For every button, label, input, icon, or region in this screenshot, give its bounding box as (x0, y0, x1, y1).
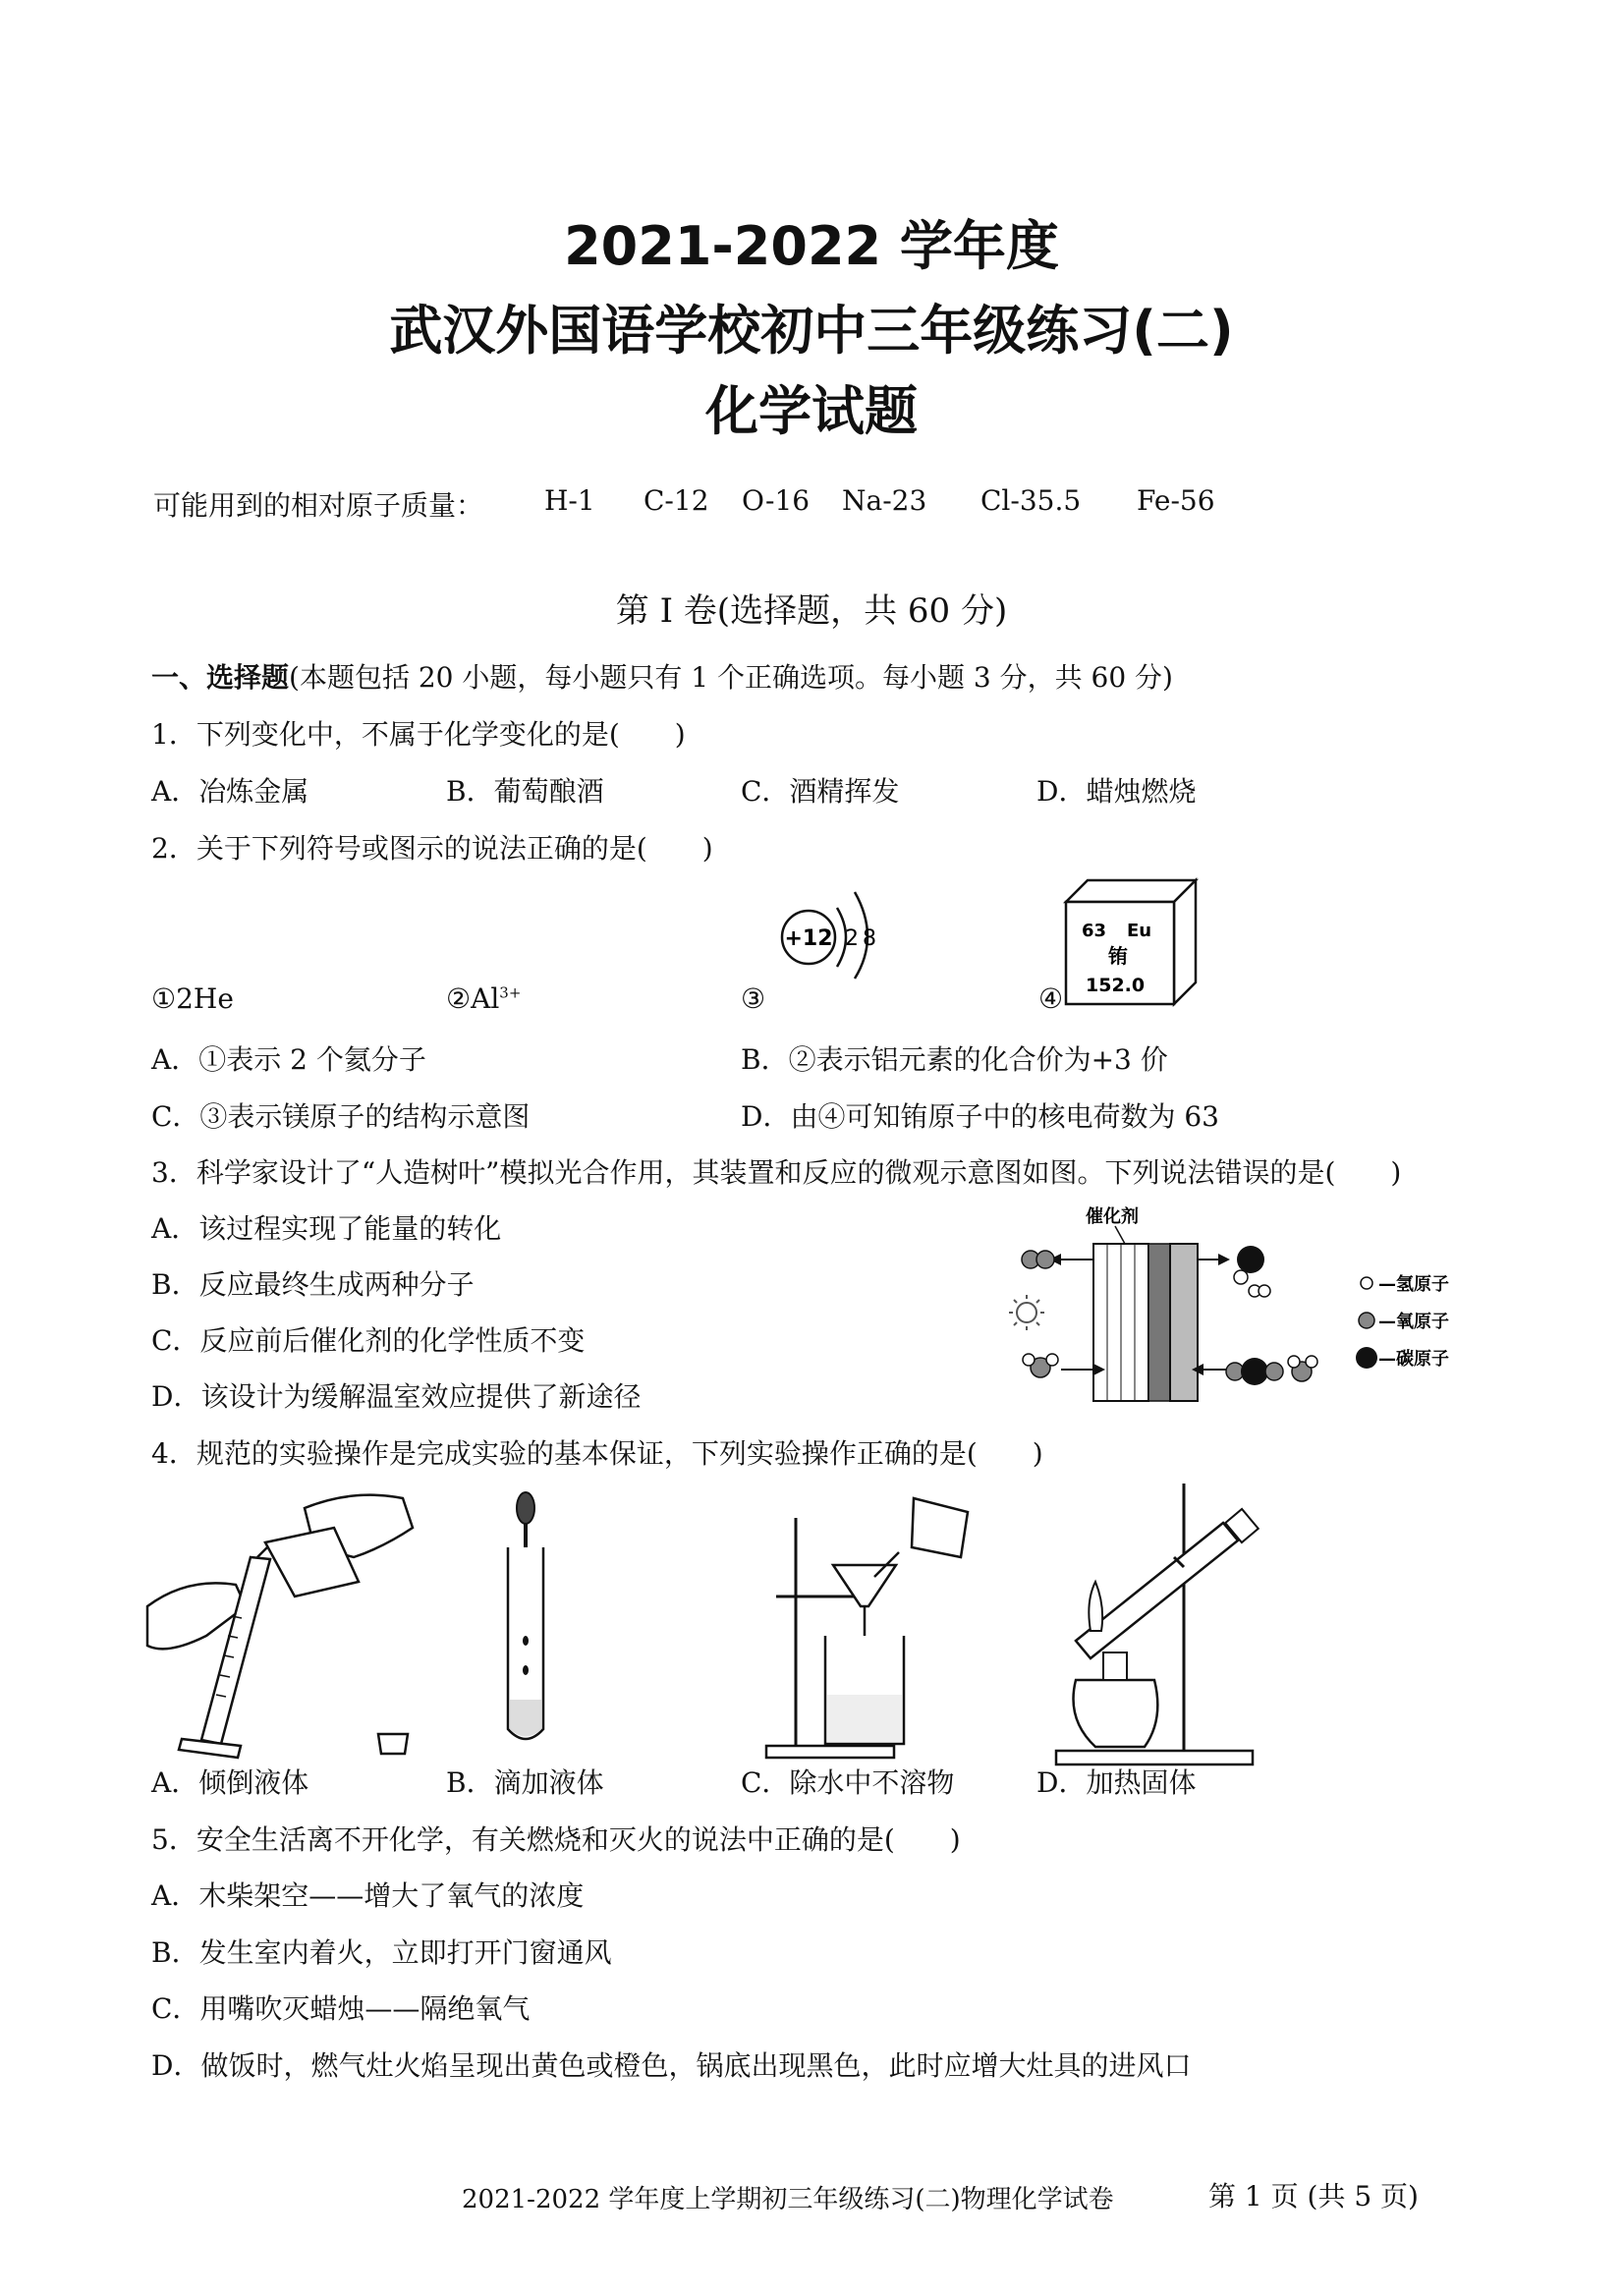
q5-option-c: C．用嘴吹灭蜡烛——隔绝氧气 (151, 1992, 531, 2025)
hydrogen-atom (1306, 1356, 1317, 1368)
q1-option-d: D．蜡烛燃烧 (1036, 775, 1197, 808)
test-tube (1076, 1523, 1238, 1658)
artificial-leaf-diagram (1017, 1204, 1488, 1401)
q4-option-a: A．倾倒液体 (151, 1766, 309, 1799)
eu-symbol: Eu (1127, 921, 1152, 941)
device-membrane (1148, 1244, 1170, 1401)
q2-fig4-label: ④ (1038, 982, 1064, 1015)
legend-hydrogen-icon (1361, 1277, 1372, 1289)
q3-stem: 3．科学家设计了“人造树叶”模拟光合作用，其装置和反应的微观示意图如图。下列说法错误的是( ) (151, 1156, 1402, 1189)
carbon-atom (1237, 1246, 1264, 1273)
q2-option-d: D．由④可知铕原子中的核电荷数为 63 (741, 1100, 1219, 1133)
hydrogen-atom (1023, 1354, 1035, 1366)
sun-icon (1017, 1303, 1036, 1322)
q2-fig1-label: ①2He (151, 982, 234, 1015)
oxygen-atom (1265, 1363, 1283, 1380)
q2-stem: 2．关于下列符号或图示的说法正确的是( ) (151, 832, 713, 865)
q3-option-d: D．该设计为缓解温室效应提供了新途径 (151, 1380, 642, 1413)
q3-option-a: A．该过程实现了能量的转化 (151, 1212, 502, 1245)
eu-name: 铕 (1108, 944, 1128, 968)
alcohol-lamp (1074, 1680, 1158, 1747)
q2-option-a: A．①表示 2 个氦分子 (151, 1043, 426, 1076)
carbon-atom (1241, 1358, 1268, 1385)
shell-2-electrons: 8 (863, 926, 876, 951)
q4-option-b: B．滴加液体 (446, 1766, 604, 1799)
atomic-mass-item: O-16 (742, 484, 811, 517)
q3-option-b: B．反应最终生成两种分子 (151, 1268, 475, 1301)
pouring-beaker (912, 1498, 968, 1557)
filtration-illustration (766, 1498, 992, 1764)
title-year: 2021-2022 学年度 (564, 215, 1059, 277)
q2-fig2-base: ②Al (446, 982, 500, 1015)
q3-option-c: C．反应前后催化剂的化学性质不变 (151, 1324, 586, 1357)
eu-atomic-number: 63 (1082, 921, 1107, 941)
atomic-mass-item: C-12 (644, 484, 709, 517)
q2-fig2-charge: 3+ (499, 983, 522, 1002)
atomic-mass-item: Na-23 (842, 484, 927, 517)
legend-oxygen-icon (1359, 1313, 1374, 1328)
bottle-stopper (378, 1734, 408, 1754)
q4-option-d: D．加热固体 (1036, 1766, 1197, 1799)
title-school: 武汉外国语学校初中三年级练习(二) (389, 300, 1234, 362)
page-number: 第 1 页 (共 5 页) (1208, 2180, 1419, 2212)
dropping-liquid-illustration (496, 1488, 575, 1754)
q2-fig3-label: ③ (741, 982, 766, 1015)
q1-stem: 1．下列变化中，不属于化学变化的是( ) (151, 718, 686, 751)
cube-side (1174, 880, 1196, 1004)
atomic-mass-item: Cl-35.5 (980, 484, 1082, 517)
dropper-bulb (517, 1492, 534, 1524)
q5-stem: 5．安全生活离不开化学，有关燃烧和灭火的说法中正确的是( ) (151, 1823, 961, 1856)
q1-option-a: A．冶炼金属 (151, 775, 309, 808)
eu-atomic-mass: 152.0 (1086, 975, 1146, 996)
part-desc: (本题包括 20 小题，每小题只有 1 个正确选项。每小题 3 分，共 60 分) (289, 661, 1173, 694)
legend-carbon-icon (1356, 1347, 1377, 1369)
flame-icon (1089, 1582, 1102, 1631)
atomic-mass-item: Fe-56 (1137, 484, 1215, 517)
device-right-panel (1170, 1244, 1198, 1401)
title-subject: 化学试题 (705, 380, 918, 442)
q2-fig2-label (446, 982, 521, 1015)
section-title: 第 I 卷(选择题，共 60 分) (615, 591, 1008, 631)
legend-carbon-label: —碳原子 (1378, 1349, 1449, 1370)
hydrogen-atom (1288, 1356, 1300, 1368)
oxygen-atom (1036, 1251, 1054, 1268)
heating-solid-illustration (1036, 1484, 1282, 1768)
q5-option-a: A．木柴架空——增大了氧气的浓度 (151, 1879, 585, 1912)
q4-stem: 4．规范的实验操作是完成实验的基本保证，下列实验操作正确的是( ) (151, 1437, 1043, 1470)
iron-stand-base (766, 1746, 894, 1758)
hydrogen-atom (1259, 1285, 1270, 1297)
q2-option-c: C．③表示镁原子的结构示意图 (151, 1100, 531, 1133)
q5-option-d: D．做饭时，燃气灶火焰呈现出黄色或橙色，锅底出现黑色，此时应增大灶具的进风口 (151, 2049, 1192, 2082)
q1-option-c: C．酒精挥发 (741, 775, 900, 808)
legend-oxygen-label: —氧原子 (1378, 1312, 1449, 1332)
legend-hydrogen-label: —氢原子 (1378, 1274, 1449, 1295)
q5-option-b: B．发生室内着火，立即打开门窗通风 (151, 1936, 612, 1969)
q1-option-b: B．葡萄酿酒 (446, 775, 604, 808)
hydrogen-atom (1234, 1270, 1248, 1284)
shell-1-electrons: 2 (845, 926, 859, 951)
nucleus-charge: +12 (784, 926, 833, 951)
hydrogen-atom (1046, 1354, 1058, 1366)
pouring-liquid-illustration (147, 1488, 432, 1764)
part-header (151, 656, 1173, 696)
part-title: 一、选择题 (151, 661, 290, 694)
footer-text: 2021-2022 学年度上学期初三年级练习(二)物理化学试卷 (462, 2185, 1114, 2214)
atom-structure-diagram (774, 872, 892, 980)
europium-element-cube (1066, 880, 1203, 1008)
funnel (833, 1565, 896, 1606)
q2-option-b: B．②表示铝元素的化合价为+3 价 (741, 1043, 1168, 1076)
atomic-mass-label: 可能用到的相对原子质量： (153, 489, 484, 522)
catalyst-label: 催化剂 (1086, 1206, 1139, 1227)
atomic-mass-item: H-1 (544, 484, 595, 517)
q4-option-c: C．除水中不溶物 (741, 1766, 955, 1799)
